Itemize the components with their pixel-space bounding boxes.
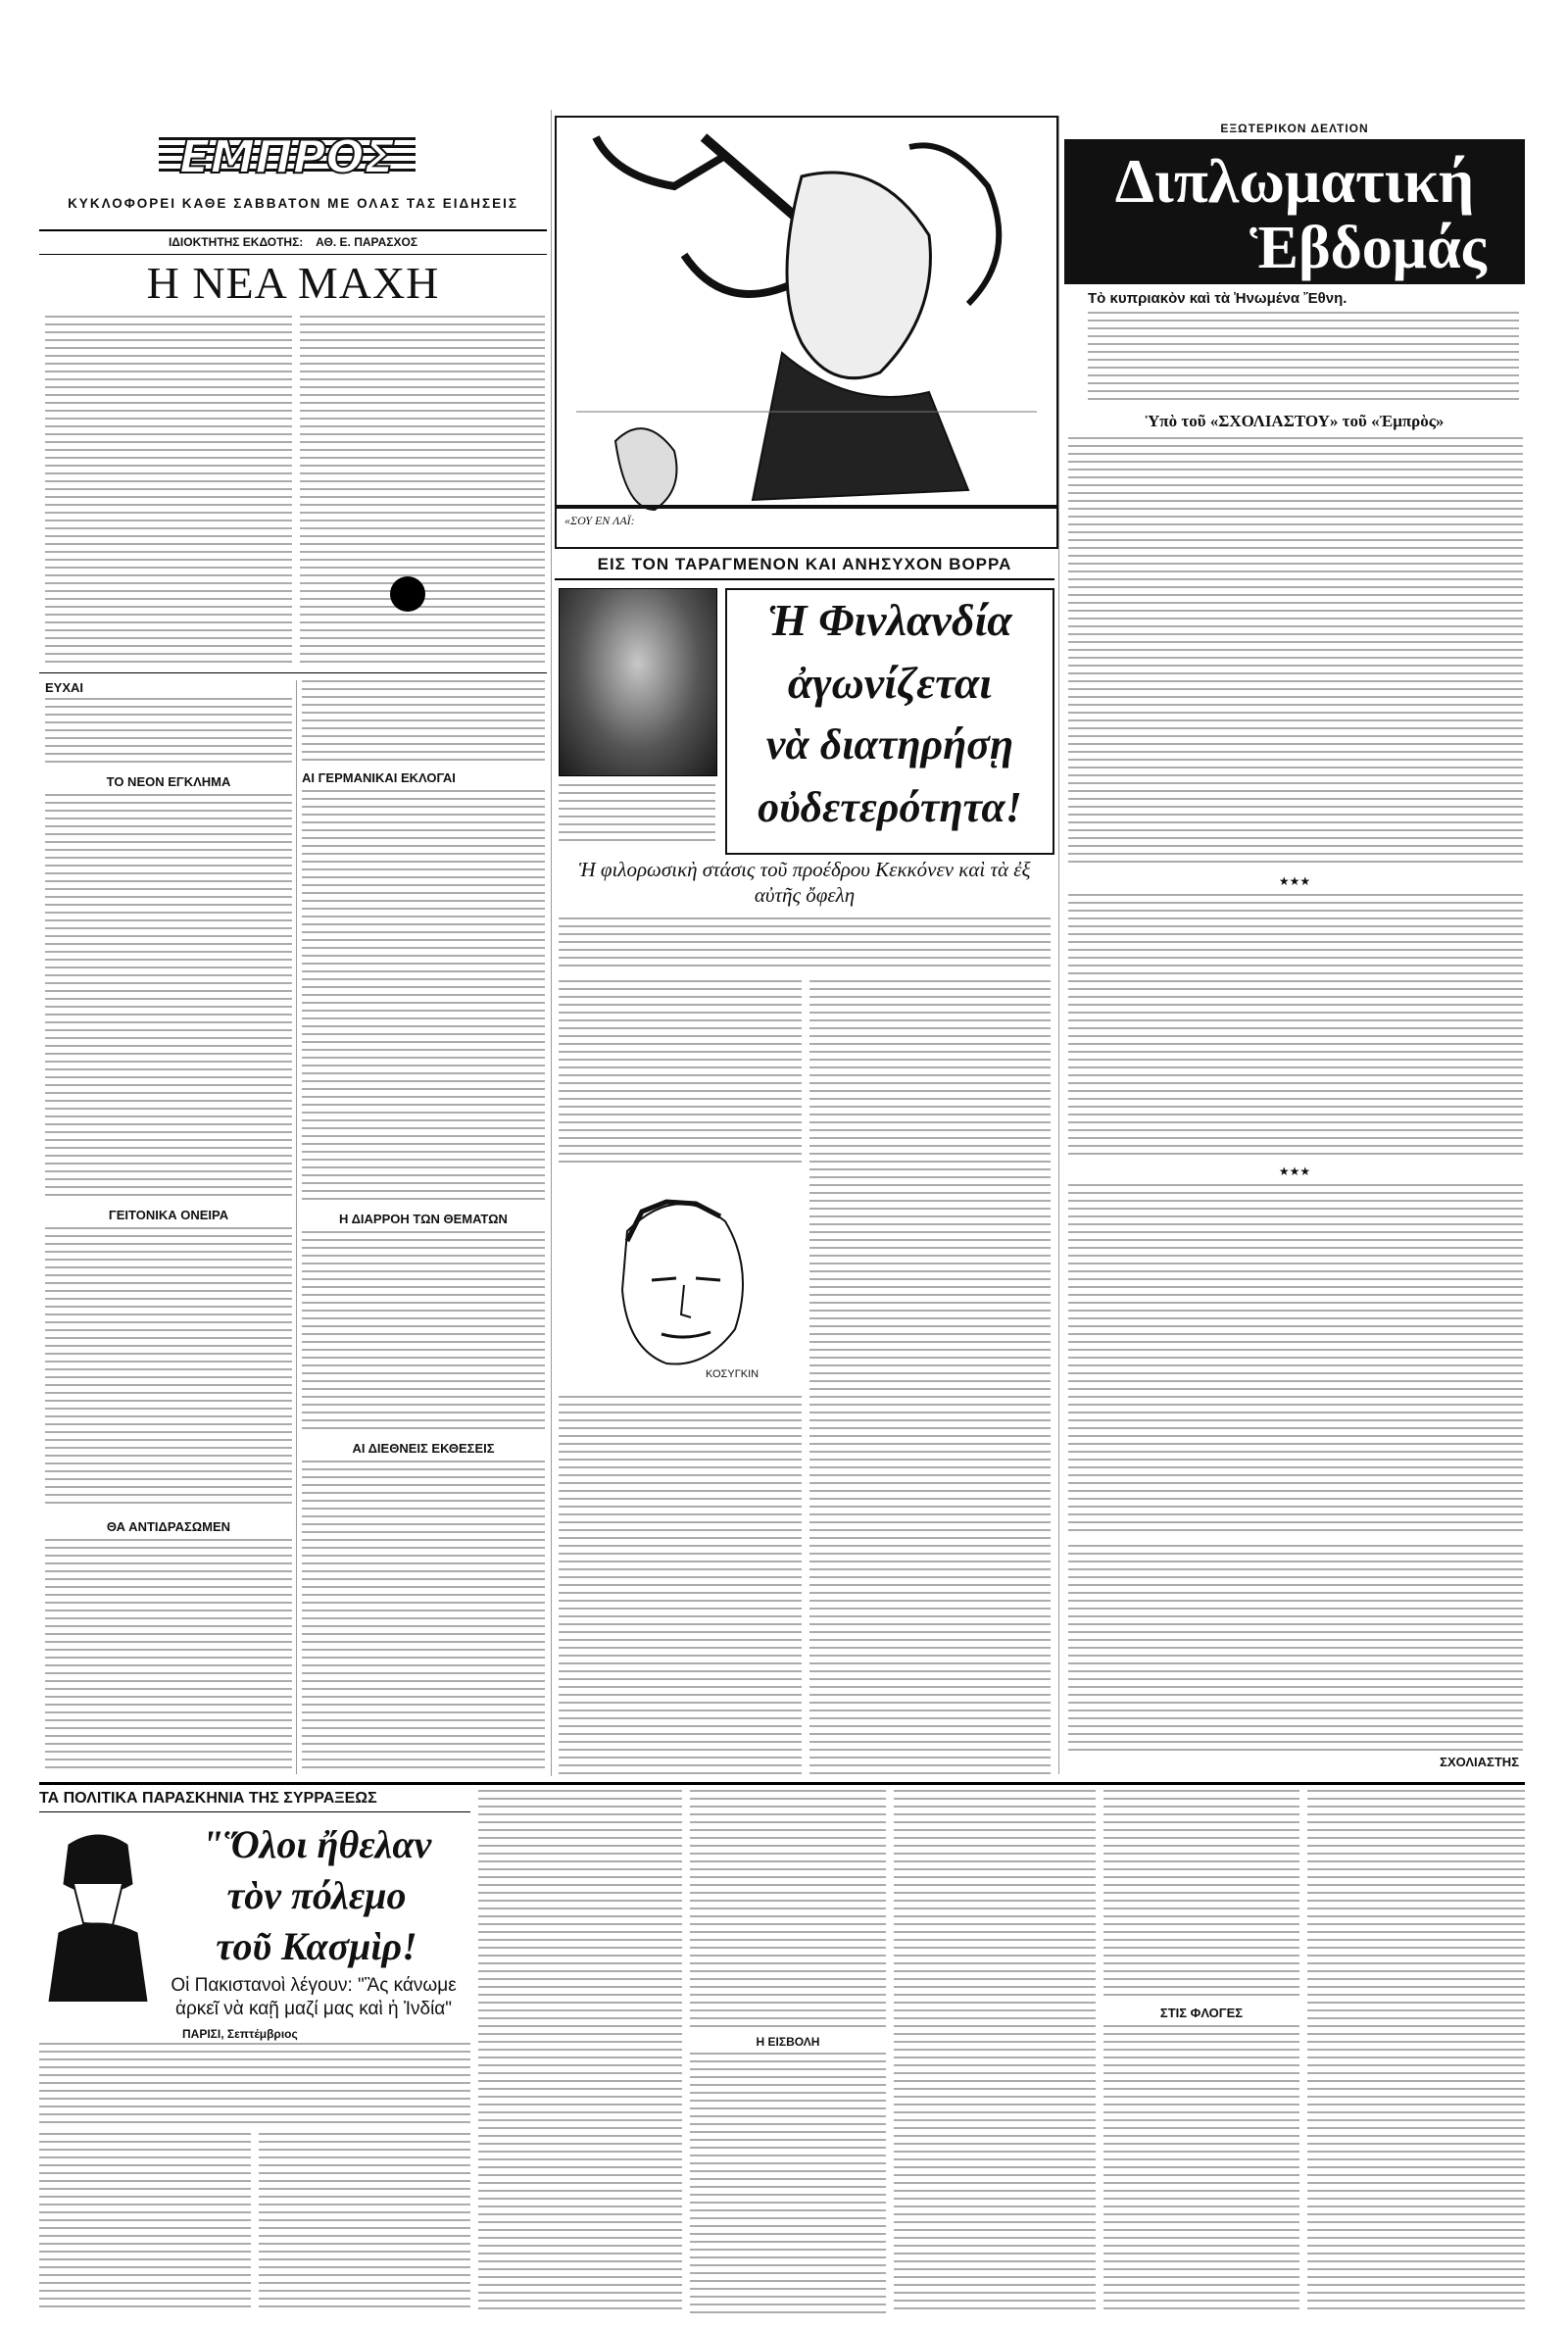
finland-lead-paragraph xyxy=(559,917,1051,972)
cartoon-drawing xyxy=(557,118,1056,547)
kashmir-body-col5 xyxy=(894,1790,1096,2313)
kashmir-body-col3 xyxy=(478,1790,682,2313)
finland-headline-line-2: ἀγωνίζεται xyxy=(787,658,993,708)
owner-name: ΑΘ. Ε. ΠΑΡΑΣΧΟΣ xyxy=(316,235,418,249)
kashmir-headline-line-1: "Ὅλοι ἤθελαν xyxy=(201,1822,432,1866)
left-section-title-2: ΤΟ ΝΕΟΝ ΕΓΚΛΗΜΑ xyxy=(106,774,231,789)
diplomatic-body-3 xyxy=(1068,1184,1523,1537)
middle-section-title-2: Η ΔΙΑΡΡΟΗ ΤΩΝ ΘΕΜΑΤΩΝ xyxy=(339,1212,508,1226)
finland-strap: ΕΙΣ ΤΟΝ ΤΑΡΑΓΜΕΝΟΝ ΚΑΙ ΑΝΗΣΥΧΟΝ ΒΟΡΡΑ xyxy=(597,555,1012,573)
kashmir-body-col1 xyxy=(39,2133,251,2313)
finland-body-col1-lower xyxy=(559,1396,802,1774)
kashmir-body-col6-bottom xyxy=(1103,2025,1299,2313)
masthead-name: ΕΜΠΡΟΣ xyxy=(179,130,395,183)
kashmir-body-col4-bottom xyxy=(690,2053,886,2313)
owner-rule xyxy=(39,254,547,255)
kashmir-lead xyxy=(39,2043,470,2125)
finland-body-under-photo xyxy=(559,784,715,843)
middle-section-body-2 xyxy=(302,1231,545,1431)
finland-headline-line-4: οὐδετερότητα! xyxy=(758,783,1022,831)
kashmir-headline-line-3: τοῦ Κασμὶρ! xyxy=(216,1924,417,1968)
diplomatic-summary xyxy=(1088,290,1519,406)
diplomatic-title-box xyxy=(1064,139,1525,284)
lead-article-title: Η ΝΕΑ ΜΑΧΗ xyxy=(146,258,440,308)
diplomatic-body-1 xyxy=(1068,437,1523,868)
lead-article-body-col1 xyxy=(45,316,292,665)
kashmir-top-rule xyxy=(39,1782,1525,1785)
lead-article-body-col2 xyxy=(300,316,545,665)
diplomatic-signature: ΣΧΟΛΙΑΣΤΗΣ xyxy=(1440,1755,1519,1769)
kashmir-soldier-sketch xyxy=(39,1815,157,2002)
middle-section-title-1: ΑΙ ΓΕΡΜΑΝΙΚΑΙ ΕΚΛΟΓΑΙ xyxy=(302,770,456,785)
middle-section-body-3 xyxy=(302,1461,545,1774)
kashmir-body-col4-top xyxy=(690,1790,886,2029)
diplomatic-section-mark-2: ★★★ xyxy=(1278,1164,1311,1178)
left-section-title-3: ΓΕΙΤΟΝΙΚΑ ΟΝΕΙΡΑ xyxy=(108,1208,229,1222)
masthead-logo xyxy=(155,124,419,188)
finland-subhead: Ἡ φιλορωσικὴ στάσις τοῦ προέδρου Κεκκόνεν καὶ τὰ ἐξ αὐτῆς ὄφελη xyxy=(578,858,1031,907)
middle-section-body-1 xyxy=(302,790,545,1202)
finland-headline-line-3: νὰ διατηρήσῃ xyxy=(765,720,1014,768)
finland-body-col2 xyxy=(809,980,1051,1774)
diplomatic-summary-lines xyxy=(1088,312,1519,402)
kashmir-cartoon xyxy=(39,1815,157,2002)
kashmir-headline-line-2: τὸν πόλεμο xyxy=(226,1873,407,1917)
lead-article-rule xyxy=(39,672,547,673)
column-divider-right xyxy=(1058,116,1059,1774)
masthead xyxy=(39,110,547,225)
left-section-body-3 xyxy=(45,1227,292,1508)
left-section-body-2 xyxy=(45,794,292,1198)
kosygin-sketch xyxy=(559,1172,802,1390)
finland-portrait xyxy=(559,1172,802,1390)
finland-body-col1 xyxy=(559,980,802,1166)
diplomatic-kicker: ΕΞΩΤΕΡΙΚΟΝ ΔΕΛΤΙΟΝ xyxy=(1220,122,1369,135)
kashmir-strap-rule xyxy=(39,1811,470,1812)
kashmir-strap: ΤΑ ΠΟΛΙΤΙΚΑ ΠΑΡΑΣΚΗΝΙΑ ΤΗΣ ΣΥΡΡΑΞΕΩΣ xyxy=(39,1790,377,1807)
left-section-body-1 xyxy=(45,698,292,767)
finland-photo xyxy=(559,588,717,776)
finland-portrait-caption: ΚΟΣΥΓΚΙΝ xyxy=(706,1368,760,1380)
diplomatic-title-line-2: Ἑβδομάς xyxy=(1250,215,1487,281)
kashmir-section-title: Η ΕΙΣΒΟΛΗ xyxy=(756,2035,820,2049)
diplomatic-summary-text: Τὸ κυπριακὸν καὶ τὰ Ἡνωμένα Ἔθνη. xyxy=(1088,290,1348,307)
diplomatic-body-4 xyxy=(1068,1545,1523,1755)
left-section-title-4: ΘΑ ΑΝΤΙΔΡΑΣΩΜΕΝ xyxy=(106,1519,231,1534)
finland-headline xyxy=(725,588,1054,855)
masthead-logo-art xyxy=(155,124,419,188)
cartoon-caption xyxy=(564,514,1049,528)
column-divider-center xyxy=(551,110,552,1776)
kashmir-body-col7 xyxy=(1307,1790,1525,2313)
owner-line xyxy=(39,235,547,253)
kashmir-headline xyxy=(167,1821,466,1968)
left-section-body-4 xyxy=(45,1539,292,1774)
diplomatic-byline: Ὑπὸ τοῦ «ΣΧΟΛΙΑΣΤΟΥ» τοῦ «Ἐμπρὸς» xyxy=(1145,412,1445,430)
masthead-tagline: ΚΥΚΛΟΦΟΡΕΙ ΚΑΘΕ ΣΑΒΒΑΤΟΝ ΜΕ ΟΛΑΣ ΤΑΣ ΕΙΔΗΣΕΙΣ xyxy=(68,196,518,211)
finland-headline-line-1: Ἡ Φινλανδία xyxy=(767,595,1012,645)
kashmir-body-col6-top xyxy=(1103,1790,1299,2000)
kashmir-subhead: Οἱ Πακιστανοὶ λέγουν: "Ἂς κάνωμε ἀρκεῖ νὰ καῇ μαζί μας καὶ ἡ Ἰνδία" xyxy=(171,1975,457,2019)
diplomatic-body-2 xyxy=(1068,894,1523,1159)
left-section-title-1: ΕΥΧΑΙ xyxy=(45,680,84,695)
owner-label: ΙΔΙΟΚΤΗΤΗΣ ΕΚΔΟΤΗΣ: xyxy=(168,235,304,249)
middle-section-title-3: ΑΙ ΔΙΕΘΝΕΙΣ ΕΚΘΕΣΕΙΣ xyxy=(352,1441,495,1456)
column-divider-left xyxy=(296,680,297,1774)
middle-col-body-top xyxy=(302,680,545,763)
cartoon-caption-text: «ΣΟΥ ΕΝ ΛΑΪ: xyxy=(564,514,635,527)
ink-blot xyxy=(390,576,425,612)
cartoon xyxy=(555,116,1058,549)
finland-strap-rule xyxy=(555,578,1054,580)
diplomatic-section-mark-1: ★★★ xyxy=(1278,874,1311,888)
kashmir-flames-title: ΣΤΙΣ ΦΛΟΓΕΣ xyxy=(1159,2006,1244,2020)
kashmir-dateline: ΠΑΡΙΣΙ, Σεπτέμβριος xyxy=(182,2027,298,2041)
masthead-rule xyxy=(39,229,547,231)
diplomatic-title-line-1: Διπλωματική xyxy=(1114,146,1475,216)
kashmir-body-col2 xyxy=(259,2133,470,2313)
